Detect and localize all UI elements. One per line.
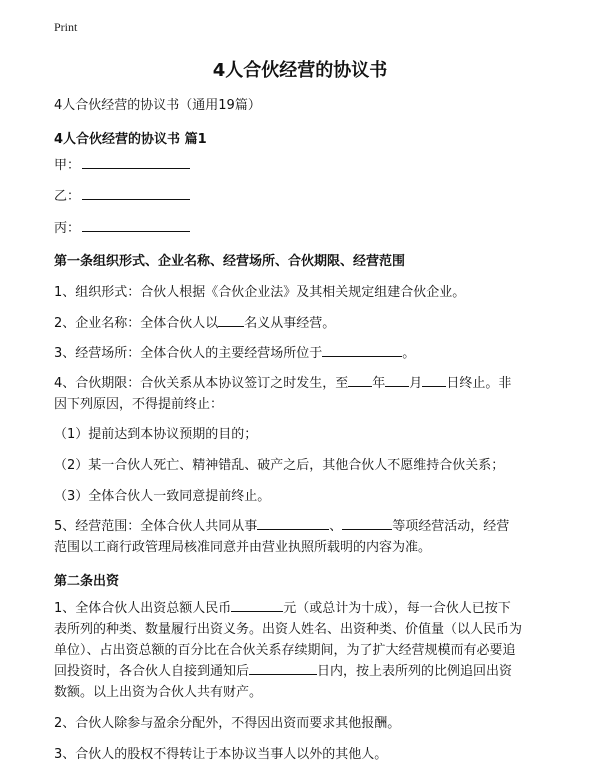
clause-2-1-line-5: 数额。以上出资为合伙人共有财产。 bbox=[54, 685, 263, 700]
party-yi-blank bbox=[82, 186, 190, 200]
clause-1-5-text-c: 等项经营活动，经营 bbox=[392, 519, 510, 534]
clause-1-5 bbox=[54, 516, 509, 537]
clause-1-4 bbox=[54, 373, 511, 394]
clause-1-5-text-a: 5、经营范围：全体合伙人共同从事 bbox=[54, 519, 258, 534]
clause-1-4-item-2: （2）某一合伙人死亡、精神错乱、破产之后，其他合伙人不愿维持合伙关系； bbox=[54, 458, 505, 473]
clause-2-1-text-f: 日内，按上表所列的比例追回出资 bbox=[317, 664, 513, 679]
clause-2-1-line-4 bbox=[54, 661, 512, 682]
blank bbox=[342, 516, 392, 530]
clause-1-4-text-a: 4、合伙期限：合伙关系从本协议签订之时发生，至 bbox=[54, 376, 349, 391]
blank bbox=[422, 373, 446, 387]
clause-1-2-text-a: 2、企业名称：全体合伙人以 bbox=[54, 316, 219, 331]
clause-2-1-text-a: 1、全体合伙人出资总额人民币 bbox=[54, 601, 232, 616]
article-2-heading: 第二条出资 bbox=[54, 574, 120, 589]
clause-1-2 bbox=[54, 313, 335, 334]
clause-1-5-cont: 范围以工商行政管理局核准同意并由营业执照所载明的内容为准。 bbox=[54, 540, 432, 555]
clause-2-1-line-3: 单位）、占出资总额的百分比在合伙关系存续期间，为了扩大经营规模而有必要追 bbox=[54, 643, 516, 658]
blank bbox=[322, 343, 402, 357]
clause-1-4-cont: 因下列原因，不得提前终止： bbox=[54, 397, 224, 412]
party-jia-blank bbox=[82, 155, 190, 169]
clause-1-2-text-b: 名义从事经营。 bbox=[244, 316, 336, 331]
party-bing-line bbox=[54, 218, 190, 239]
clause-2-3: 3、合伙人的股权不得转让于本协议当事人以外的其他人。 bbox=[54, 747, 388, 762]
clause-1-4-day: 日终止。非 bbox=[446, 376, 512, 391]
clause-2-2: 2、合伙人除参与盈余分配外，不得因出资而要求其他报酬。 bbox=[54, 716, 401, 731]
blank bbox=[385, 373, 409, 387]
clause-1-5-sep: 、 bbox=[329, 519, 343, 534]
article-1-heading: 第一条组织形式、企业名称、经营场所、合伙期限、经营范围 bbox=[54, 254, 406, 269]
clause-2-1-text-e: 回投资时，各合伙人自接到通知后 bbox=[54, 664, 250, 679]
party-bing-blank bbox=[82, 218, 190, 232]
clause-1-4-year: 年 bbox=[372, 376, 386, 391]
clause-1-4-month: 月 bbox=[409, 376, 423, 391]
party-bing-label: 丙： bbox=[54, 221, 81, 236]
clause-1-3 bbox=[54, 343, 415, 364]
party-yi-label: 乙： bbox=[54, 189, 81, 204]
blank bbox=[249, 661, 317, 675]
clause-1-3-text-b: 。 bbox=[402, 346, 416, 361]
print-link[interactable]: Print bbox=[54, 20, 78, 34]
party-jia-line bbox=[54, 155, 190, 176]
clause-2-1 bbox=[54, 598, 511, 619]
clause-1-1: 1、组织形式：合伙人根据《合伙企业法》及其相关规定组建合伙企业。 bbox=[54, 285, 466, 300]
party-yi-line bbox=[54, 186, 190, 207]
clause-1-4-item-1: （1）提前达到本协议预期的目的； bbox=[54, 427, 258, 442]
section-title: 4人合伙经营的协议书 篇1 bbox=[54, 132, 207, 147]
subtitle: 4人合伙经营的协议书（通用19篇） bbox=[54, 98, 261, 113]
blank bbox=[231, 598, 283, 612]
clause-2-1-text-b: 元（或总计为十成），每一合伙人已按下 bbox=[283, 601, 511, 616]
page-title: 4人合伙经营的协议书 bbox=[212, 60, 388, 81]
clause-2-1-line-2: 表所列的种类、数量履行出资义务。出资人姓名、出资种类、价值量（以人民币为 bbox=[54, 622, 523, 637]
blank bbox=[257, 516, 329, 530]
party-jia-label: 甲： bbox=[54, 158, 81, 173]
blank bbox=[218, 313, 244, 327]
clause-1-4-item-3: （3）全体合伙人一致同意提前终止。 bbox=[54, 489, 271, 504]
blank bbox=[348, 373, 372, 387]
clause-1-3-text-a: 3、经营场所：全体合伙人的主要经营场所位于 bbox=[54, 346, 323, 361]
